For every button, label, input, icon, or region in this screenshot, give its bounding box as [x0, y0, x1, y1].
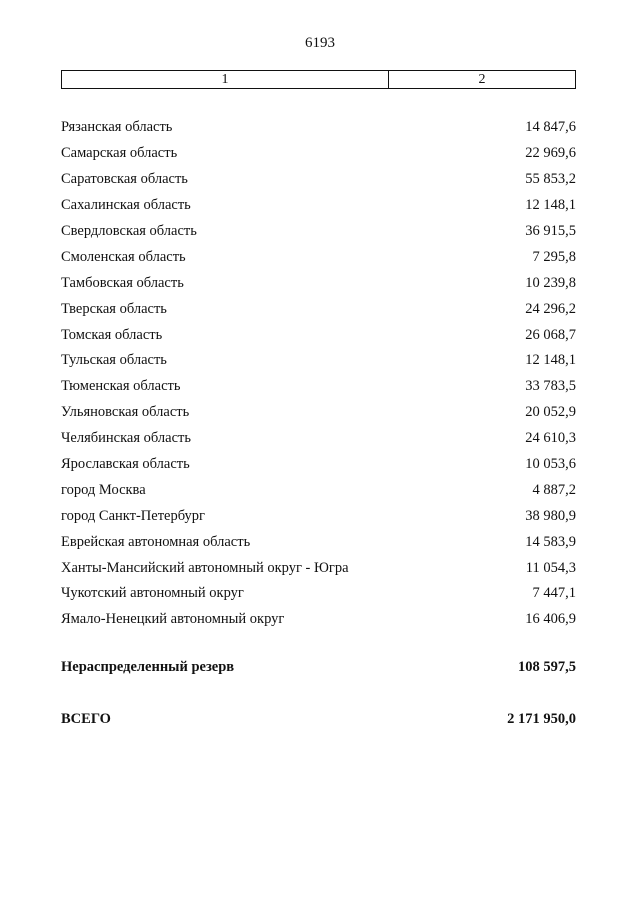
region-name: Сахалинская область [61, 197, 191, 214]
reserve-label: Нераспределенный резерв [61, 659, 235, 675]
table-row [61, 167, 576, 193]
table-row [61, 348, 576, 374]
region-name: город Москва [61, 481, 146, 498]
total-value: 2 171 950,0 [507, 711, 576, 727]
table-row [61, 400, 576, 426]
table-row [61, 193, 576, 219]
column-header-table [61, 70, 576, 89]
region-name: Чукотский автономный округ [61, 585, 244, 602]
region-value: 20 052,9 [525, 404, 576, 421]
region-name: Еврейская автономная область [61, 533, 251, 550]
region-name: Ханты-Мансийский автономный округ - Югра [61, 559, 349, 576]
table-row [61, 529, 576, 555]
region-value: 26 068,7 [525, 326, 576, 343]
region-value: 33 783,5 [525, 378, 576, 395]
page-number: 6193 [305, 35, 335, 51]
column-header-1: 1 [62, 71, 389, 88]
region-name: Челябинская область [61, 430, 191, 447]
region-name: Тамбовская область [61, 274, 184, 291]
region-name: Смоленская область [61, 248, 186, 265]
table-row [61, 296, 576, 322]
table-row [61, 219, 576, 245]
region-name: Самарская область [61, 145, 178, 162]
region-name: Тверская область [61, 300, 167, 317]
table-row [61, 322, 576, 348]
region-name: Рязанская область [61, 119, 173, 136]
region-value: 12 148,1 [525, 352, 576, 369]
table-row [61, 452, 576, 478]
table-row [61, 374, 576, 400]
region-name: Саратовская область [61, 171, 188, 188]
table-row [61, 607, 576, 633]
region-value: 36 915,5 [525, 223, 576, 239]
table-row [61, 503, 576, 529]
region-value: 24 296,2 [525, 300, 576, 317]
region-name: Тюменская область [61, 378, 181, 395]
region-value: 14 583,9 [525, 533, 576, 550]
region-name: Томская область [61, 326, 163, 343]
region-list [61, 115, 576, 633]
region-value: 22 969,6 [525, 145, 576, 162]
table-row [61, 141, 576, 167]
region-name: Ямало-Ненецкий автономный округ [61, 611, 285, 628]
region-value: 11 054,3 [525, 559, 576, 576]
reserve-row [61, 659, 576, 676]
region-value: 12 148,1 [525, 197, 576, 214]
region-value: 24 610,3 [525, 430, 576, 447]
region-name: город Санкт-Петербург [61, 507, 206, 524]
region-value: 7 447,1 [532, 585, 576, 602]
region-value: 14 847,6 [525, 119, 576, 136]
region-value: 38 980,9 [525, 507, 576, 524]
region-value: 7 295,8 [532, 248, 576, 265]
region-value: 55 853,2 [525, 171, 576, 188]
region-name: Ярославская область [61, 456, 190, 473]
region-value: 10 239,8 [525, 274, 576, 291]
table-row [61, 555, 576, 581]
table-row [61, 581, 576, 607]
region-name: Тульская область [61, 352, 167, 369]
table-row [61, 270, 576, 296]
region-name: Ульяновская область [61, 404, 190, 421]
column-header-2: 2 [478, 72, 486, 87]
table-row [61, 115, 576, 141]
table-row [61, 477, 576, 503]
reserve-value: 108 597,5 [518, 659, 576, 675]
region-value: 10 053,6 [525, 456, 576, 473]
total-row [61, 711, 576, 728]
total-label: ВСЕГО [61, 711, 111, 727]
table-row [61, 244, 576, 270]
region-name: Свердловская область [61, 223, 197, 239]
table-row [61, 426, 576, 452]
region-value: 16 406,9 [525, 611, 576, 628]
region-value: 4 887,2 [532, 481, 576, 498]
